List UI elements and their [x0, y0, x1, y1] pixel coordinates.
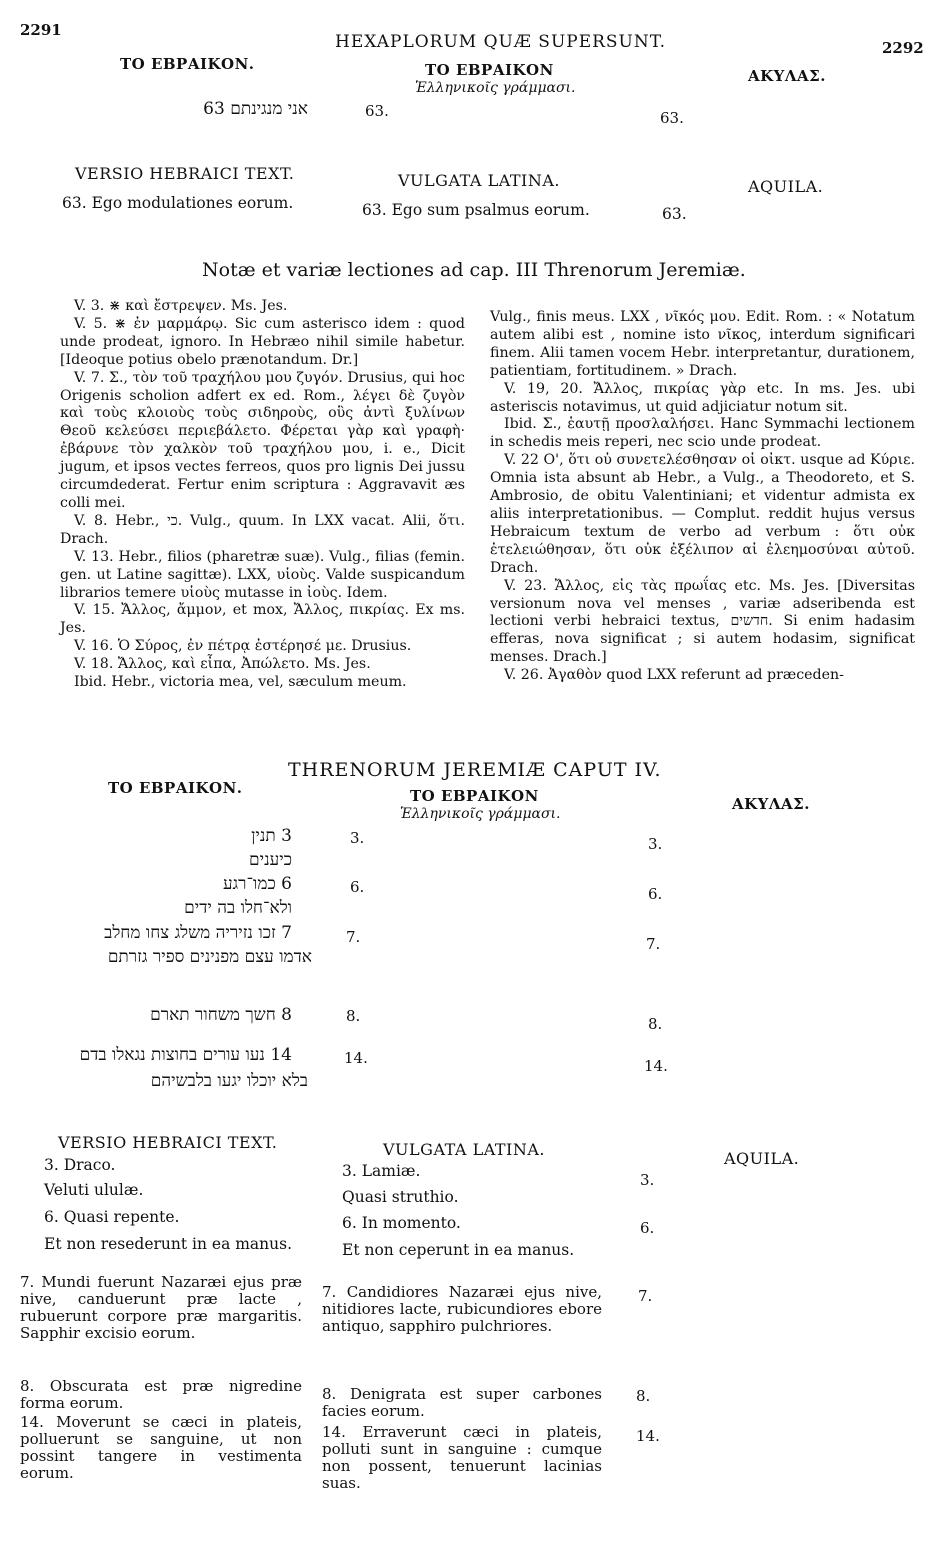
right-page-number: 2292	[882, 39, 924, 57]
aquila-verse-8: 8.	[648, 1015, 663, 1033]
chapter-versio-header: VERSIO HEBRAICI TEXT.	[58, 1133, 278, 1152]
greek-verse-8: 8.	[346, 1007, 361, 1025]
versio-verse-6-cont: Et non resederunt in ea manus.	[44, 1235, 293, 1253]
aquila-latin-verse-63: 63.	[662, 205, 687, 223]
greek-verse-63: 63.	[365, 102, 389, 120]
hebrew-verse-3-line2: כיענים	[249, 850, 292, 870]
greek-verse-14: 14.	[344, 1049, 368, 1067]
versio-verse-3-cont: Veluti ululæ.	[44, 1181, 144, 1199]
aquila-verse-7: 7.	[646, 935, 661, 953]
note-entry: V. 3. ⋇ καὶ ἔστρεψεν. Ms. Jes.	[74, 298, 288, 314]
chapter-hebrew-header: ΤΟ ΕΒΡΑΙΚΟΝ.	[108, 779, 243, 797]
hebrew-verse-3-line1: 3 תנין	[251, 826, 292, 846]
hebrew-verse-6-line2: ולא־חלו בה ידים	[184, 898, 292, 918]
vulgata-verse-63: 63. Ego sum psalmus eorum.	[362, 201, 590, 219]
versio-verse-7: 7. Mundi fuerunt Nazaræi ejus præ nive, canduerunt præ lacte , rubuerunt corpore præ margaritis. Sapphir excisio eorum.	[20, 1273, 302, 1342]
hebrew-column-header: ΤΟ ΕΒΡΑΙΚΟΝ.	[120, 55, 255, 73]
hebrew-verse-63: אני מנגינתם 63	[203, 99, 308, 119]
hebrew-verse-8: 8 חשך משחור תארם	[150, 1005, 292, 1025]
aquila-latin-verse-14: 14.	[636, 1427, 660, 1445]
note-entry: Vulg., finis meus. LXX , νῖκός μου. Edit. Rom. : « Notatum autem alibi est , nomine isto νῖκος, interdum significari finem. Alii tamen vocem Hebr. interpretantur, durationem, patientiam, fortitudinem. » Drach.	[490, 309, 915, 379]
greek-verse-6: 6.	[350, 878, 365, 896]
chapter-title: THRENORUM JEREMIÆ CAPUT IV.	[288, 759, 662, 781]
notes-left-column	[60, 298, 465, 692]
note-entry: Ibid. Σ., ἑαυτῇ προσλαλήσει. Hanc Symmachi lectionem in schedis meis reperi, nec scio unde prodeat.	[490, 416, 915, 451]
aquila-verse-14: 14.	[644, 1057, 668, 1075]
note-entry: V. 16. Ὁ Σύρος, ἐν πέτρᾳ ἐστέρησέ με. Drusius.	[74, 638, 412, 655]
vulgata-verse-7: 7. Candidiores Nazaræi ejus nive, nitidiores lacte, rubicundiores ebore antiquo, sapphiro pulchriores.	[322, 1283, 602, 1335]
note-entry: V. 23. Ἄλλος, εἰς τὰς πρωΐας etc. Ms. Jes. [Diversitas versionum nova vel menses , variæ adseribenda est lectioni verbi hebraici textus, חדשים. Si enim hadasim efferas, nova significat ; si autem hodasim, significat menses. Drach.]	[490, 577, 915, 666]
note-entry: V. 22 Ο', ὅτι οὐ συνετελέσθησαν οἱ οἰκτ. usque ad Κύριε. Omnia ista absunt ab Hebr., a Vulg., a Theodoreto, et S. Ambrosio, de obitu Valentiniani; et videntur admista ex aliis interpretationibus. — Complut. reddit hujus versus Hebraicum textum de verbo ad verbum : ὅτι οὐκ ἐτελειώθησαν, ὅτι οὐκ ἐξέλιπον αἱ ἐλεημοσύναι αὐτοῦ. Drach.	[490, 452, 915, 576]
vulgata-verse-6-cont: Et non ceperunt in ea manus.	[342, 1241, 575, 1259]
vulgata-verse-3-cont: Quasi struthio.	[342, 1188, 459, 1206]
aquila-verse-63: 63.	[660, 109, 684, 127]
hebrew-verse-14-line2: בלא יוכלו יגעו בלבשיהם	[150, 1071, 308, 1091]
note-entry: V. 15. Ἄλλος, ἄμμον, et mox, Ἄλλος, πικρίας. Ex ms. Jes.	[60, 602, 465, 637]
versio-verse-63: 63. Ego modulationes eorum.	[62, 194, 294, 212]
chapter-greek-subheader: Ἑλληνικοῖς γράμμασι.	[400, 806, 561, 822]
hebrew-verse-7-line2: אדמו עצם מפנינים ספיר גזרתם	[107, 947, 312, 967]
greek-verse-3: 3.	[350, 829, 365, 847]
vulgata-verse-3: 3. Lamiæ.	[342, 1162, 421, 1180]
aquila-latin-verse-7: 7.	[638, 1287, 653, 1305]
notes-right-column	[490, 309, 915, 685]
hebrew-verse-6-line1: 6 כמו־רגע	[222, 874, 292, 894]
note-entry: V. 5. ⋇ ἐν μαρμάρῳ. Sic cum asterisco idem : quod unde prodeat, ignoro. In Hebræo nihil simile habetur. [Ideoque potius obelo prænotandum. Dr.]	[60, 315, 465, 368]
hebrew-verse-7-line1: 7 זכו נזיריה משלג צחו מחלב	[104, 923, 292, 943]
versio-verse-6: 6. Quasi repente.	[44, 1208, 180, 1226]
notes-title: Notæ et variæ lectiones ad cap. III Threnorum Jeremiæ.	[202, 259, 746, 281]
chapter-greek-header: ΤΟ ΕΒΡΑΙΚΟΝ	[410, 787, 539, 805]
versio-verse-3: 3. Draco.	[44, 1156, 116, 1174]
aquila-latin-verse-3: 3.	[640, 1171, 655, 1189]
note-entry: V. 18. Ἄλλος, καὶ εἶπα, Ἀπώλετο. Ms. Jes.	[74, 656, 371, 673]
versio-verse-14: 14. Moverunt se cæci in plateis, polluerunt se sanguine, ut non possint tangere in vestimenta eorum.	[20, 1413, 302, 1482]
aquila-latin-header: AQUILA.	[748, 177, 824, 196]
aquila-column-header: ΑΚΥΛΑΣ.	[748, 67, 826, 85]
greek-column-subheader: Ἑλληνικοῖς γράμμασι.	[415, 80, 576, 96]
versio-header: VERSIO HEBRAICI TEXT.	[75, 164, 295, 183]
chapter-vulgata-header: VULGATA LATINA.	[383, 1140, 545, 1159]
note-entry: V. 26. Ἀγαθὸν quod LXX referunt ad præceden-	[504, 667, 844, 684]
running-title: HEXAPLORUM QUÆ SUPERSUNT.	[335, 32, 667, 52]
greek-verse-7: 7.	[346, 928, 361, 946]
aquila-latin-verse-6: 6.	[640, 1219, 655, 1237]
chapter-aquila-header: ΑΚΥΛΑΣ.	[732, 795, 810, 813]
note-entry: V. 8. Hebr., כי. Vulg., quum. In LXX vacat. Alii, ὅτι. Drach.	[60, 512, 466, 547]
aquila-latin-verse-8: 8.	[636, 1387, 651, 1405]
left-page-number: 2291	[20, 21, 62, 39]
vulgata-verse-6: 6. In momento.	[342, 1214, 461, 1232]
versio-verse-8: 8. Obscurata est præ nigredine forma eorum.	[20, 1377, 302, 1412]
vulgata-header: VULGATA LATINA.	[398, 171, 560, 190]
aquila-verse-6: 6.	[648, 885, 663, 903]
hebrew-verse-14-line1: 14 נעו עורים בחוצות נגאלו בדם	[79, 1045, 292, 1065]
vulgata-verse-8: 8. Denigrata est super carbones facies eorum.	[322, 1385, 602, 1420]
note-entry: V. 7. Σ., τὸν τοῦ τραχήλου μου ζυγόν. Drusius, qui hoc Origenis scholion adfert ex ed. Rom., λέγει δὲ ζυγὸν καὶ τοὺς κλοιοὺς τοὺς σιδηροὺς, οὓς ἀντὶ ξυλίνων Θεοῦ κελεύσει περιεβάλετο. Φέρεται γὰρ καὶ γραφὴ· ἐβάρυνε τὸν χαλκὸν τοῦ τραχήλου μου, i. e., Dicit jugum, et ipsos vectes ferreos, quos pro lignis Dei jussu circumdederat. Fertur enim scriptura : Aggravavit æs colli mei.	[60, 369, 465, 511]
vulgata-verse-14: 14. Erraverunt cæci in plateis, polluti sunt in sanguine : cumque non possent, tenuerunt lacinias suas.	[322, 1423, 602, 1492]
note-entry: Ibid. Hebr., victoria mea, vel, sæculum meum.	[74, 674, 407, 691]
aquila-verse-3: 3.	[648, 835, 663, 853]
note-entry: V. 13. Hebr., filios (pharetræ suæ). Vulg., filias (femin. gen. ut Latine sagittæ). LXX, υἱοὺς. Valde suspicandum librarios temere υἱοὺς mutasse in ἰοὺς. Idem.	[60, 548, 465, 601]
note-entry: V. 19, 20. Ἄλλος, πικρίας γὰρ etc. In ms. Jes. ubi asteriscis notavimus, ut quid adjiciatur notum sit.	[490, 380, 915, 415]
chapter-aquila-latin-header: AQUILA.	[724, 1149, 800, 1168]
greek-column-header: ΤΟ ΕΒΡΑΙΚΟΝ	[425, 61, 554, 79]
